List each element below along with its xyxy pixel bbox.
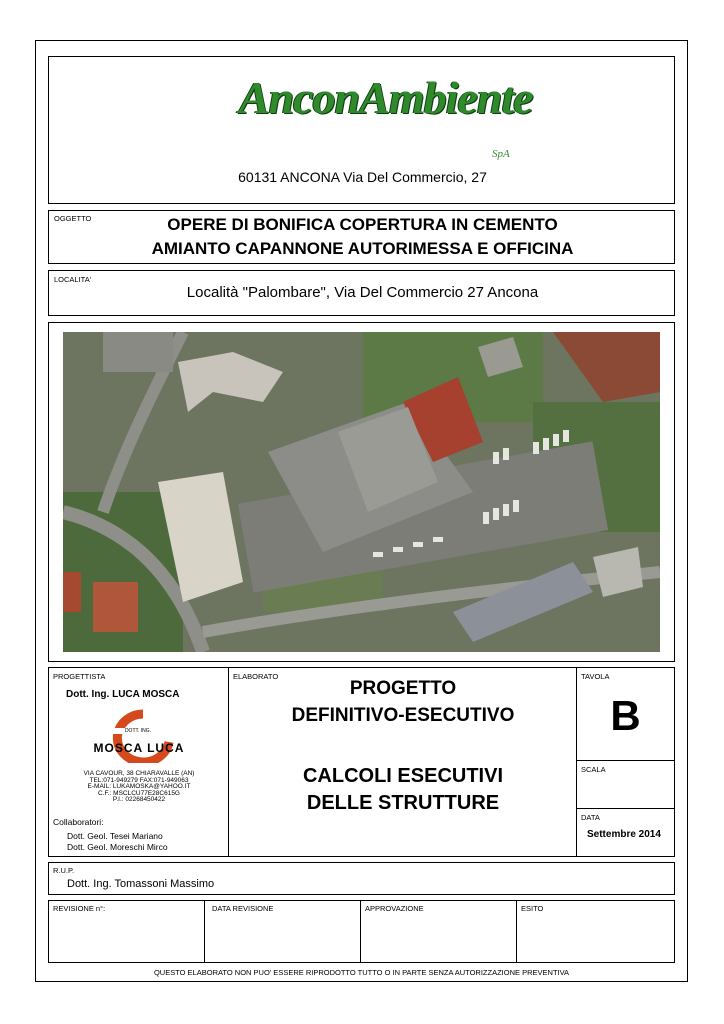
revisions-table bbox=[48, 900, 675, 963]
revision-col-number bbox=[49, 901, 205, 962]
stamp-line: E-MAIL: LUKAMOSKA@YAHOO.IT bbox=[87, 783, 191, 791]
data-label: DATA bbox=[581, 813, 600, 822]
elaborato-title4: DELLE STRUTTURE bbox=[306, 792, 500, 814]
rup-label: R.U.P. bbox=[53, 866, 75, 875]
stamp-title: DOTT. ING. bbox=[111, 728, 165, 734]
progettista-name: Dott. Ing. LUCA MOSCA bbox=[66, 689, 180, 700]
oggetto-box bbox=[48, 210, 675, 264]
elaborato-title1: PROGETTO bbox=[349, 678, 457, 699]
tavola-label: TAVOLA bbox=[581, 672, 610, 681]
rup-box bbox=[48, 862, 675, 895]
oggetto-line1: OPERE DI BONIFICA COPERTURA IN CEMENTO bbox=[167, 215, 558, 234]
stamp-line: P.I.: 02268450422 bbox=[112, 796, 166, 804]
data-cell bbox=[577, 809, 674, 856]
scala-cell bbox=[577, 761, 674, 809]
elaborato-column bbox=[229, 668, 577, 856]
title-block bbox=[48, 667, 675, 857]
revision-header: DATA REVISIONE bbox=[212, 904, 274, 913]
progettista-label: PROGETTISTA bbox=[53, 672, 106, 681]
revision-col-outcome bbox=[517, 901, 674, 962]
header-box bbox=[48, 56, 675, 204]
company-address: 60131 ANCONA Via Del Commercio, 27 bbox=[238, 169, 487, 185]
aerial-photo bbox=[63, 332, 660, 652]
revision-header: ESITO bbox=[521, 904, 544, 913]
localita-value: Località "Palombare", Via Del Commercio 27 Ancona bbox=[186, 284, 539, 301]
stamp-line: C.F.: MSCLCU77E28C615G bbox=[97, 789, 180, 797]
company-logo-text: AnconAmbiente bbox=[239, 72, 533, 123]
stamp-details bbox=[55, 771, 223, 804]
localita-label: LOCALITA' bbox=[54, 275, 92, 284]
elaborato-label: ELABORATO bbox=[233, 672, 279, 681]
tavola-value: B bbox=[610, 692, 641, 739]
revision-col-approval bbox=[361, 901, 517, 962]
collaboratore-2: Dott. Geol. Moreschi Mirco bbox=[67, 842, 168, 852]
stamp-line: TEL:071-949279 FAX:071-949063 bbox=[89, 776, 189, 784]
localita-box bbox=[48, 270, 675, 316]
stamp-name: MOSCA LUCA bbox=[93, 741, 185, 755]
tavola-cell bbox=[577, 668, 674, 761]
footer-notice: QUESTO ELABORATO NON PUO' ESSERE RIPRODOTTO TUTTO O IN PARTE SENZA AUTORIZZAZIONE PREVENTIVA bbox=[153, 968, 570, 977]
data-value: Settembre 2014 bbox=[587, 829, 661, 840]
photo-box bbox=[48, 322, 675, 662]
company-logo bbox=[239, 71, 539, 131]
collaboratore-1: Dott. Geol. Tesei Mariano bbox=[67, 831, 163, 841]
elaborato-title3: CALCOLI ESECUTIVI bbox=[302, 765, 503, 787]
company-suffix: SpA bbox=[492, 148, 510, 160]
progettista-column bbox=[49, 668, 229, 856]
elaborato-title2: DEFINITIVO-ESECUTIVO bbox=[291, 705, 515, 726]
collaboratori-label: Collaboratori: bbox=[53, 817, 104, 827]
revision-col-date bbox=[205, 901, 361, 962]
revision-header: APPROVAZIONE bbox=[365, 904, 424, 913]
rup-value: Dott. Ing. Tomassoni Massimo bbox=[67, 878, 215, 890]
revision-header: REVISIONE n°: bbox=[53, 904, 106, 913]
stamp-line: VIA CAVOUR, 38 CHIARAVALLE (AN) bbox=[83, 770, 195, 777]
scala-label: SCALA bbox=[581, 765, 606, 774]
oggetto-line2: AMIANTO CAPANNONE AUTORIMESSA E OFFICINA bbox=[151, 239, 574, 258]
oggetto-label: OGGETTO bbox=[54, 214, 92, 223]
